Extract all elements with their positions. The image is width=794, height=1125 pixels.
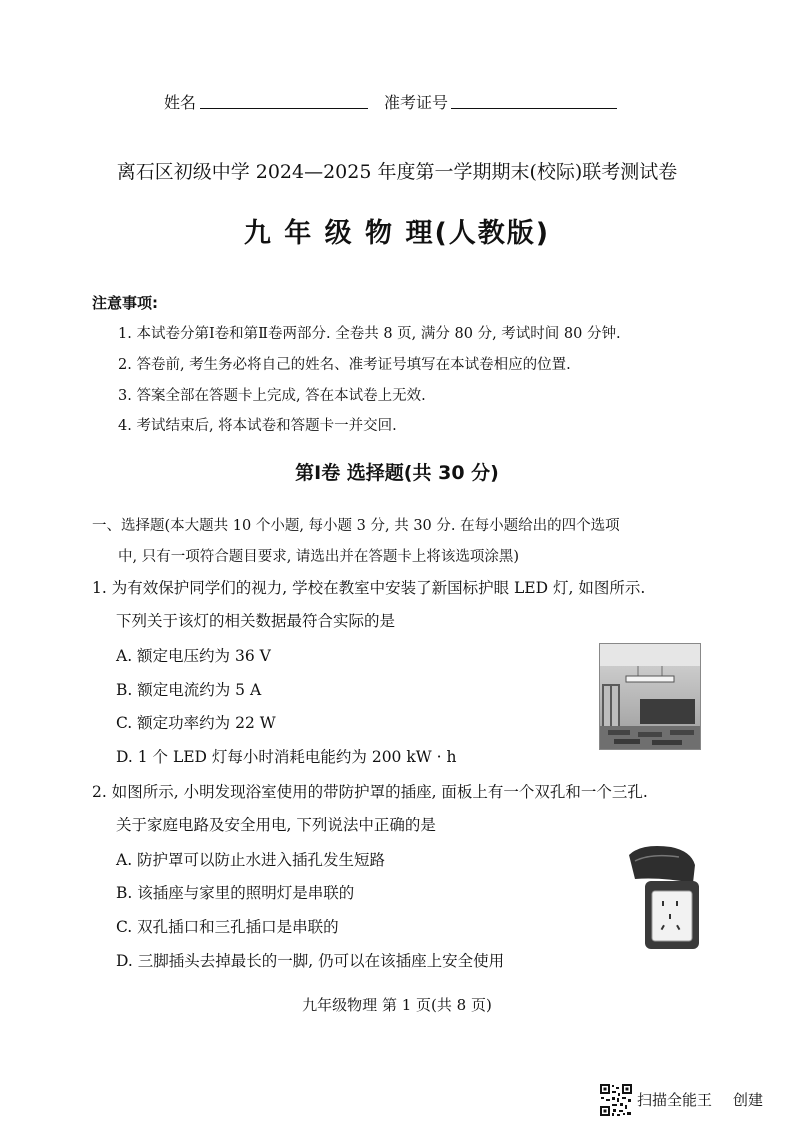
note-item: 1. 本试卷分第Ⅰ卷和第Ⅱ卷两部分. 全卷共 8 页, 满分 80 分, 考试时间 80 分钟. [118,326,621,342]
question-2-option-d: D. 三脚插头去掉最长的一脚, 仍可以在该插座上安全使用 [116,952,505,970]
note-item: 3. 答案全部在答题卡上完成, 答在本试卷上无效. [118,388,426,404]
question-1-option-c: C. 额定功率约为 22 W [116,714,276,732]
protected-socket-image [621,843,703,953]
section-title: 第Ⅰ卷 选择题(共 30 分) [295,462,499,484]
question-2-option-c: C. 双孔插口和三孔插口是串联的 [116,918,339,936]
scanner-brand-text: 扫描全能王 [637,1091,713,1109]
question-2-stem: 2. 如图所示, 小明发现浴室使用的带防护罩的插座, 面板上有一个双孔和一个三孔. [92,783,648,801]
notes-heading: 注意事项: [92,294,158,312]
classroom-led-lamp-image [599,643,701,750]
ticket-number-label: 准考证号 [384,93,449,112]
question-2-option-b: B. 该插座与家里的照明灯是串联的 [116,884,355,902]
qr-code-icon [599,1083,633,1117]
scanner-action-text: 创建 [733,1091,764,1109]
name-field-line [200,108,368,109]
note-item: 2. 答卷前, 考生务必将自己的姓名、准考证号填写在本试卷相应的位置. [118,357,571,373]
ticket-number-field-line [451,108,617,109]
question-1-option-a: A. 额定电压约为 36 V [116,647,271,665]
question-2-stem: 关于家庭电路及安全用电, 下列说法中正确的是 [116,816,436,834]
question-1-stem: 1. 为有效保护同学们的视力, 学校在教室中安装了新国标护眼 LED 灯, 如图所示. [92,579,646,597]
page-footer: 九年级物理 第 1 页(共 8 页) [302,996,492,1014]
instructions-line: 中, 只有一项符合题目要求, 请选出并在答题卡上将该选项涂黑) [118,549,520,565]
note-item: 4. 考试结束后, 将本试卷和答题卡一并交回. [118,418,397,434]
instructions-line: 一、选择题(本大题共 10 个小题, 每小题 3 分, 共 30 分. 在每小题给出的四个选项 [92,518,620,534]
question-1-option-d: D. 1 个 LED 灯每小时消耗电能约为 200 kW · h [116,748,457,766]
question-1-stem: 下列关于该灯的相关数据最符合实际的是 [116,612,396,630]
question-1-option-b: B. 额定电流约为 5 A [116,681,262,699]
name-label: 姓名 [164,93,197,112]
question-2-option-a: A. 防护罩可以防止水进入插孔发生短路 [116,851,386,869]
exam-title: 离石区初级中学 2024—2025 年度第一学期期末(校际)联考测试卷 [116,161,678,183]
subject-title: 九 年 级 物 理(人教版) [243,218,551,249]
